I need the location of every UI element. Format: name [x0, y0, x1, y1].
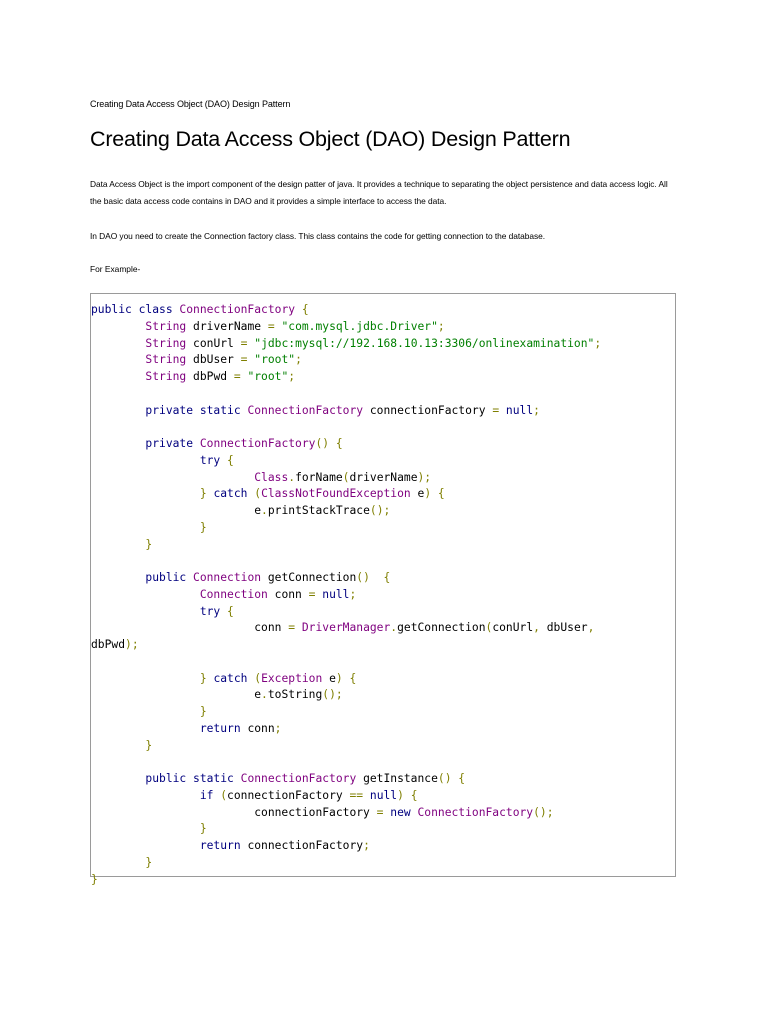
code-token: (	[247, 671, 262, 685]
code-token: Class	[254, 470, 289, 484]
code-token: dbPwd	[91, 638, 126, 651]
intro-paragraph: Data Access Object is the import component of the design patter of java. It provides a technique to separating the object persistence and data access logic. All the basic data access code contains in DAO and it provides a simple interface to access the data.	[90, 179, 668, 206]
code-line	[91, 537, 601, 554]
code-token	[91, 672, 200, 685]
code-token	[91, 404, 145, 417]
code-token: ();	[369, 504, 391, 517]
code-token: =	[240, 336, 255, 350]
code-token: new	[390, 805, 418, 819]
dao-paragraph: In DAO you need to create the Connection factory class. This class contains the code for getting connection to the database.	[90, 231, 546, 241]
code-line	[91, 486, 601, 503]
code-token: dbPwd	[186, 370, 234, 383]
code-token: =	[308, 587, 323, 601]
code-token	[91, 772, 145, 785]
code-line	[91, 620, 601, 637]
code-token: null	[505, 403, 534, 417]
code-token: }	[145, 855, 153, 869]
code-token: ;	[295, 353, 302, 367]
code-token: {	[220, 453, 234, 467]
code-token: ,	[533, 621, 547, 635]
code-token: ConnectionFactory	[247, 403, 364, 417]
code-token: () {	[315, 437, 343, 450]
code-token: }	[199, 520, 207, 534]
code-token: .	[261, 504, 268, 517]
code-token: ConnectionFactory	[199, 437, 316, 450]
code-token: ConnectionFactory	[417, 805, 534, 819]
code-token: conn	[267, 587, 309, 601]
code-token: (	[342, 470, 350, 484]
code-token: }	[199, 671, 214, 685]
code-token: "root"	[254, 353, 296, 367]
code-line	[91, 805, 601, 822]
code-line	[91, 587, 601, 604]
code-token: ) {	[335, 671, 357, 685]
code-token: ;	[437, 319, 445, 333]
code-line	[91, 453, 601, 470]
running-header: Creating Data Access Object (DAO) Design Pattern	[90, 99, 291, 109]
page-title: Creating Data Access Object (DAO) Design Pattern	[90, 127, 571, 151]
code-token: }	[91, 872, 98, 886]
code-line	[91, 637, 601, 654]
code-token: String	[145, 353, 187, 367]
code-token	[91, 822, 200, 835]
code-token: }	[199, 822, 207, 836]
code-token: null	[369, 788, 398, 802]
code-listing	[91, 302, 601, 888]
code-token: ClassNotFoundException	[261, 487, 411, 501]
code-token: String	[145, 336, 187, 350]
code-token: e	[91, 688, 262, 702]
code-token: driverName	[186, 319, 268, 333]
code-token: forName	[295, 470, 343, 484]
code-token: () {	[356, 571, 391, 584]
code-token: ConnectionFactory	[240, 772, 357, 785]
code-line	[91, 654, 601, 671]
code-token	[91, 538, 145, 551]
code-line	[91, 436, 601, 453]
code-token: =	[376, 805, 391, 819]
code-token: private	[145, 437, 200, 450]
code-token	[91, 856, 145, 869]
code-token	[91, 471, 254, 484]
code-token: ) {	[397, 788, 418, 802]
code-token: connectionFactory	[227, 788, 350, 802]
code-token: conn	[240, 721, 275, 735]
code-line	[91, 336, 601, 353]
code-token: try	[199, 453, 221, 467]
code-token: public static	[145, 772, 241, 785]
code-token: (	[485, 621, 493, 635]
code-line	[91, 754, 601, 771]
code-line	[91, 821, 601, 838]
code-token: catch	[213, 487, 248, 501]
code-token: return	[199, 721, 241, 735]
code-line	[91, 369, 601, 386]
code-token: conUrl	[492, 621, 534, 635]
code-line	[91, 302, 601, 319]
code-token	[91, 337, 145, 350]
code-token: conn	[91, 621, 289, 635]
code-token: driverName	[349, 470, 418, 484]
code-token: Connection	[199, 587, 268, 601]
code-token	[91, 705, 200, 718]
code-token: =	[288, 621, 302, 635]
code-token: ;	[274, 721, 282, 735]
code-token: dbUser	[546, 621, 588, 635]
code-token: ;	[288, 370, 296, 383]
code-line	[91, 872, 601, 889]
code-token: String	[145, 370, 187, 383]
code-token: .	[390, 621, 398, 635]
code-token: =	[240, 353, 255, 367]
code-token	[91, 353, 145, 366]
code-token: .	[288, 470, 296, 484]
code-token: e	[410, 487, 425, 501]
code-token: ;	[533, 403, 540, 417]
code-token: ;	[594, 336, 602, 350]
code-token	[91, 588, 200, 601]
code-token: dbUser	[186, 353, 241, 367]
code-token: connectionFactory	[91, 805, 377, 819]
code-line	[91, 738, 601, 755]
code-token: "com.mysql.jdbc.Driver"	[281, 319, 438, 333]
code-token: ();	[322, 688, 343, 702]
code-token: toString	[267, 688, 323, 702]
code-token: }	[199, 705, 207, 718]
code-token: Connection	[193, 571, 262, 584]
code-token	[91, 839, 200, 852]
code-token: if	[199, 788, 214, 802]
code-line	[91, 721, 601, 738]
code-token: DriverManager	[301, 621, 391, 635]
code-line	[91, 771, 601, 788]
code-token: e	[322, 671, 336, 685]
code-token	[91, 370, 145, 383]
code-token: getConnection	[261, 571, 357, 584]
code-token: {	[295, 303, 309, 316]
code-token: String	[145, 319, 187, 333]
code-token: (	[213, 788, 228, 802]
code-token: return	[199, 839, 241, 852]
code-token: try	[199, 604, 221, 618]
code-token: printStackTrace	[267, 504, 370, 517]
code-token: () {	[437, 772, 466, 785]
code-line	[91, 470, 601, 487]
code-token	[91, 521, 200, 534]
code-token: e	[91, 504, 262, 517]
code-token	[91, 722, 200, 735]
code-token	[91, 320, 145, 333]
code-line	[91, 604, 601, 621]
code-token: public class	[91, 303, 180, 316]
code-token	[91, 487, 200, 500]
code-token: Exception	[261, 671, 323, 685]
code-token	[91, 789, 200, 802]
code-token: ;	[363, 839, 370, 852]
code-token: }	[199, 487, 214, 501]
code-token	[91, 605, 200, 618]
code-token: .	[261, 688, 268, 702]
code-token: );	[125, 638, 139, 651]
code-token: ;	[349, 587, 357, 601]
code-line	[91, 704, 601, 721]
code-token	[91, 437, 145, 450]
code-line	[91, 352, 601, 369]
code-token: private static	[145, 403, 248, 417]
code-token: getInstance	[356, 772, 438, 785]
code-token: public	[145, 571, 194, 584]
code-token: }	[145, 537, 153, 551]
code-token	[91, 454, 200, 467]
code-token: "root"	[247, 370, 289, 383]
code-token: {	[220, 604, 234, 618]
code-token	[91, 571, 145, 584]
code-token: ();	[533, 805, 554, 819]
code-line	[91, 403, 601, 420]
code-token: }	[145, 738, 153, 752]
code-line	[91, 855, 601, 872]
code-token: ConnectionFactory	[179, 303, 296, 316]
code-line	[91, 553, 601, 570]
code-line	[91, 671, 601, 688]
code-token: =	[492, 403, 506, 417]
code-token: =	[267, 319, 282, 333]
code-token: connectionFactory	[240, 839, 364, 852]
code-token: ,	[587, 621, 595, 635]
code-line	[91, 386, 601, 403]
code-token: =	[233, 370, 248, 383]
code-line	[91, 520, 601, 537]
code-line	[91, 788, 601, 805]
code-token: getConnection	[397, 621, 486, 635]
example-label: For Example-	[90, 264, 141, 274]
code-token: connectionFactory	[363, 403, 493, 417]
code-line	[91, 419, 601, 436]
code-token: );	[417, 470, 432, 484]
code-token: conUrl	[186, 336, 241, 350]
code-token: null	[322, 587, 350, 601]
code-line	[91, 319, 601, 336]
code-line	[91, 503, 601, 520]
code-line	[91, 687, 601, 704]
code-line	[91, 570, 601, 587]
code-token: catch	[213, 671, 248, 685]
code-token: ) {	[424, 487, 445, 501]
code-token: ==	[349, 788, 370, 802]
code-token	[91, 739, 145, 752]
code-token: (	[247, 487, 262, 501]
code-line	[91, 838, 601, 855]
code-token: "jdbc:mysql://192.168.10.13:3306/onlinexamination"	[254, 336, 595, 350]
